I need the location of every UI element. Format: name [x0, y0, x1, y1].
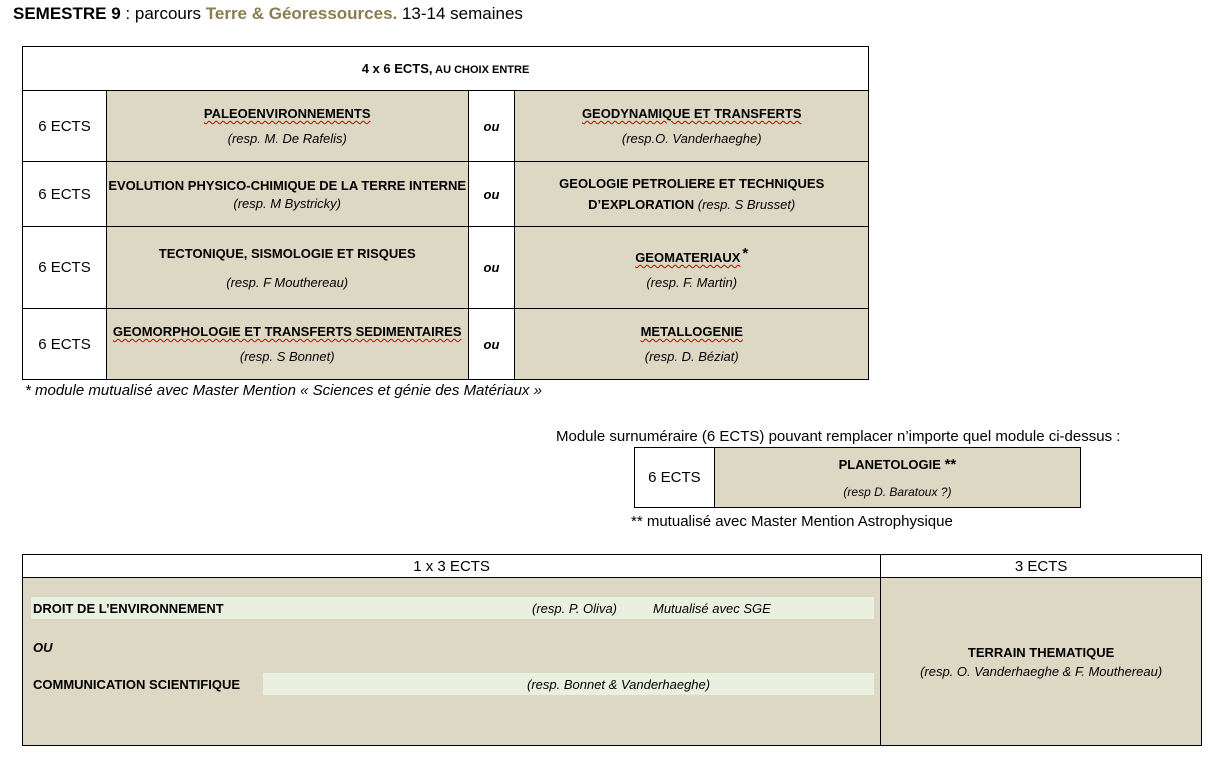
- duree-label: 13-14 semaines: [397, 4, 523, 23]
- terrain-title: TERRAIN THEMATIQUE: [967, 644, 1115, 660]
- modules-table-header: [23, 47, 869, 91]
- module-left: [106, 91, 468, 162]
- option-resp: (resp. Bonnet & Vanderhaeghe): [527, 677, 711, 692]
- terrain-thematique: [881, 578, 1202, 746]
- ou-label: ou: [468, 91, 515, 162]
- module-row: [23, 227, 869, 309]
- option-communication: [31, 673, 874, 695]
- parcours-name: Terre & Géoressources.: [205, 4, 398, 23]
- option-mutualise: Mutualisé avec SGE: [653, 601, 771, 616]
- module-resp: (resp D. Baratoux ?): [843, 485, 952, 499]
- planetologie-module: [714, 448, 1080, 508]
- header-small: AU CHOIX ENTRE: [432, 64, 530, 76]
- surnumeraire-text: Module surnuméraire (6 ECTS) pouvant remplacer n’importe quel module ci-dessus :: [556, 428, 1121, 445]
- module-right: [515, 162, 869, 227]
- module-title: PLANETOLOGIE: [838, 457, 941, 472]
- options-header-left: 1 x 3 ECTS: [23, 555, 881, 578]
- footnote-materiaux: * module mutualisé avec Master Mention « Sciences et génie des Matériaux »: [25, 382, 542, 399]
- heading-separator: : parcours: [120, 4, 206, 23]
- transversal-options: [23, 578, 881, 746]
- modules-table: [22, 46, 869, 380]
- ects-cell: 6 ECTS: [23, 309, 107, 380]
- page-heading: [13, 4, 523, 24]
- module-row: [23, 162, 869, 227]
- option-title: COMMUNICATION SCIENTIFIQUE: [33, 677, 241, 692]
- module-title: EVOLUTION PHYSICO-CHIMIQUE DE LA TERRE INTERNE: [108, 177, 467, 193]
- ou-label: ou: [468, 227, 515, 309]
- module-resp: (resp. S Brusset): [697, 197, 796, 212]
- module-title: METALLOGENIE: [640, 324, 743, 339]
- option-title: DROIT DE L’ENVIRONNEMENT: [33, 601, 224, 616]
- module-title: GEODYNAMIQUE ET TRANSFERTS: [581, 106, 802, 121]
- module-left: [106, 309, 468, 380]
- option-droit: [31, 597, 874, 619]
- asterisk-mark: *: [742, 245, 749, 262]
- ects-cell: 6 ECTS: [23, 91, 107, 162]
- module-title: PALEOENVIRONNEMENTS: [203, 106, 371, 121]
- options-header-right: 3 ECTS: [881, 555, 1202, 578]
- ou-label: ou: [468, 162, 515, 227]
- module-resp: (resp. F Mouthereau): [226, 274, 349, 290]
- ou-label: ou: [468, 309, 515, 380]
- module-left: [106, 162, 468, 227]
- module-left: [106, 227, 468, 309]
- module-row: [23, 309, 869, 380]
- module-row: [23, 91, 869, 162]
- footnote-astrophysique: ** mutualisé avec Master Mention Astrophysique: [631, 513, 953, 530]
- ects-cell: 6 ECTS: [23, 162, 107, 227]
- semestre-label: SEMESTRE 9: [13, 4, 121, 23]
- header-big: 4 x 6 ECTS,: [361, 61, 433, 76]
- module-resp: (resp. M. De Rafelis): [227, 131, 347, 146]
- ects-cell: 6 ECTS: [635, 448, 715, 508]
- module-right: [515, 227, 869, 309]
- module-resp: (resp. F. Martin): [646, 275, 738, 290]
- module-title: GEOMORPHOLOGIE ET TRANSFERTS SEDIMENTAIRES: [112, 324, 462, 339]
- option-resp: (resp. P. Oliva): [532, 601, 618, 616]
- double-asterisk-mark: **: [944, 456, 957, 473]
- ects-cell: 6 ECTS: [23, 227, 107, 309]
- ou-label: OU: [33, 640, 53, 655]
- module-title: GEOLOGIE PETROLIERE ET TECHNIQUES D’EXPLORATION: [559, 176, 825, 212]
- module-title: TECTONIQUE, SISMOLOGIE ET RISQUES: [158, 245, 416, 261]
- module-resp: (resp. S Bonnet): [239, 349, 335, 364]
- terrain-resp: (resp. O. Vanderhaeghe & F. Mouthereau): [920, 663, 1163, 679]
- module-right: [515, 309, 869, 380]
- planetologie-table: [634, 447, 1081, 508]
- module-resp: (resp. M Bystricky): [233, 195, 342, 211]
- options-table: [22, 554, 1202, 746]
- module-resp: (resp.O. Vanderhaeghe): [621, 131, 762, 146]
- module-resp: (resp. D. Béziat): [644, 349, 739, 364]
- module-right: [515, 91, 869, 162]
- module-title: GEOMATERIAUX: [635, 250, 741, 265]
